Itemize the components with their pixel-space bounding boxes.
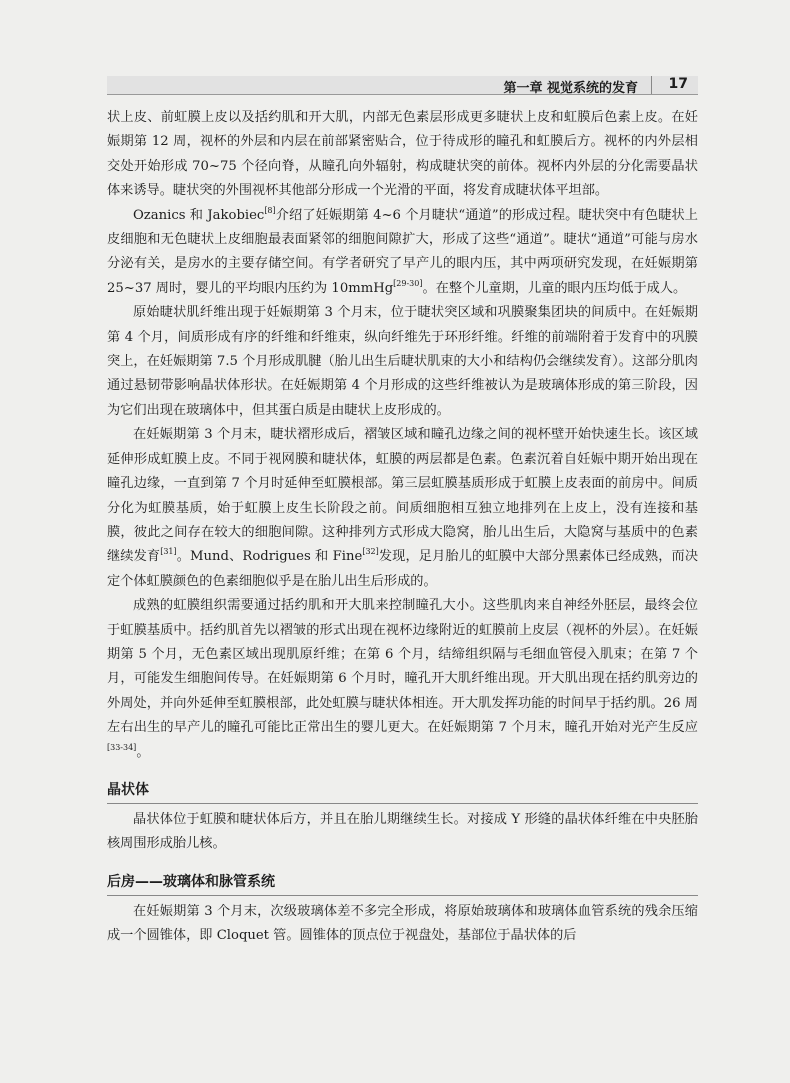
- paragraph-7: 在妊娠期第 3 个月末，次级玻璃体差不多完全形成，将原始玻璃体和玻璃体血管系统的残余压缩成一个圆锥体，即 Cloquet 管。圆锥体的顶点位于视盘处，基部位于晶状体的后: [107, 903, 698, 944]
- running-header: [107, 76, 698, 95]
- paragraph-6: 晶状体位于虹膜和睫状体后方，并且在胎儿期继续生长。对接成 Y 形缝的晶状体纤维在中央胚胎核周围形成胎儿核。: [107, 811, 698, 852]
- p2-text-c: 。在整个儿童期，儿童的眼内压均低于成人。: [422, 280, 687, 296]
- citation-33-34: [33-34]: [107, 742, 137, 752]
- p2-text-a: Ozanics 和 Jakobiec: [133, 207, 265, 223]
- paragraph-4: [107, 423, 698, 594]
- citation-32: [32]: [362, 547, 379, 557]
- section-heading-lens: 晶状体: [107, 779, 698, 804]
- citation-29-30: [29-30]: [393, 278, 423, 288]
- paragraph-3: 原始睫状肌纤维出现于妊娠期第 3 个月末，位于睫状突区域和巩膜聚集团块的间质中。在妊娠期第 4 个月，间质形成有序的纤维和纤维束，纵向纤维先于环形纤维。纤维的前端附着于发育中的巩膜突上，在妊娠期第 7.5 个月形成肌腱（胎儿出生后睫状肌束的大小和结构仍会继续发育）。这部分肌肉通过悬韧带影响晶状体形状。在妊娠期第 4 个月形成的这些纤维被认为是玻璃体形成的第三阶段，因为它们出现在玻璃体中，但其蛋白质是由睫状上皮形成的。: [107, 305, 698, 418]
- paragraph-1: 状上皮、前虹膜上皮以及括约肌和开大肌，内部无色素层形成更多睫状上皮和虹膜后色素上皮。在妊娠期第 12 周，视杯的外层和内层在前部紧密贴合，位于待成形的瞳孔和虹膜后方。视杯的内外层相交处开始形成 70~75 个径向脊，从瞳孔向外辐射，构成睫状突的前体。视杯内外层的分化需要晶状体来诱导。睫状突的外围视杯其他部分形成一个光滑的平面，将发育成睫状体平坦部。: [107, 110, 698, 199]
- citation-8: [8]: [264, 205, 276, 215]
- header-divider: [651, 76, 652, 94]
- p4-text-c: 发现，足月胎儿的虹膜中大部分黑素体已经成熟，而决定个体虹膜颜色的色素细胞似乎是在胎儿出生后形成的。: [107, 549, 699, 589]
- page-body: [107, 106, 698, 949]
- page-number: 17: [668, 76, 688, 92]
- p5-text-b: 。: [136, 744, 150, 760]
- p4-text-a: 在妊娠期第 3 个月末，睫状褶形成后，褶皱区域和瞳孔边缘之间的视杯壁开始快速生长。该区域延伸形成虹膜上皮。不同于视网膜和睫状体，虹膜的两层都是色素。色素沉着自妊娠中期开始出现在瞳孔边缘，一直到第 7 个月时延伸至虹膜根部。第三层虹膜基质形成于虹膜上皮表面的前房中。间质分化为虹膜基质，始于虹膜上皮生长阶段之前。间质细胞相互独立地排列在上皮上，没有连接和基膜，彼此之间存在较大的细胞间隙。这种排列方式形成大隐窝，胎儿出生后，大隐窝与基质中的色素继续发育: [107, 427, 698, 565]
- chapter-title: 第一章 视觉系统的发育: [503, 81, 638, 96]
- paragraph-2: [107, 204, 698, 302]
- p2-text-b: 介绍了妊娠期第 4~6 个月睫状“通道”的形成过程。睫状突中有色睫状上皮细胞和无色睫状上皮细胞最表面紧邻的细胞间隙扩大，形成了这些“通道”。睫状“通道”可能与房水分泌有关，是房水的主要存储空间。有学者研究了早产儿的眼内压，其中两项研究发现，在妊娠期第 25~37 周时，婴儿的平均眼内压约为 10mmHg: [107, 207, 698, 296]
- citation-31: [31]: [160, 547, 177, 557]
- p4-text-b: 。Mund、Rodrigues 和 Fine: [176, 549, 363, 565]
- section-heading-posterior-chamber: 后房——玻璃体和脉管系统: [107, 871, 698, 896]
- p5-text-a: 成熟的虹膜组织需要通过括约肌和开大肌来控制瞳孔大小。这些肌肉来自神经外胚层，最终会位于虹膜基质中。括约肌首先以褶皱的形式出现在视杯边缘附近的虹膜前上皮层（视杯的外层）。在妊娠期第 5 个月，无色素区域出现肌原纤维；在第 6 个月，结缔组织隔与毛细血管侵入肌束；在第 7 个月，可能发生细胞间传导。在妊娠期第 6 个月时，瞳孔开大肌纤维出现。开大肌出现在括约肌旁边的外周处，并向外延伸至虹膜根部，此处虹膜与睫状体相连。开大肌发挥功能的时间早于括约肌。26 周左右出生的早产儿的瞳孔可能比正常出生的婴儿更大。在妊娠期第 7 个月末，瞳孔开始对光产生反应: [107, 598, 698, 736]
- paragraph-5: [107, 594, 698, 765]
